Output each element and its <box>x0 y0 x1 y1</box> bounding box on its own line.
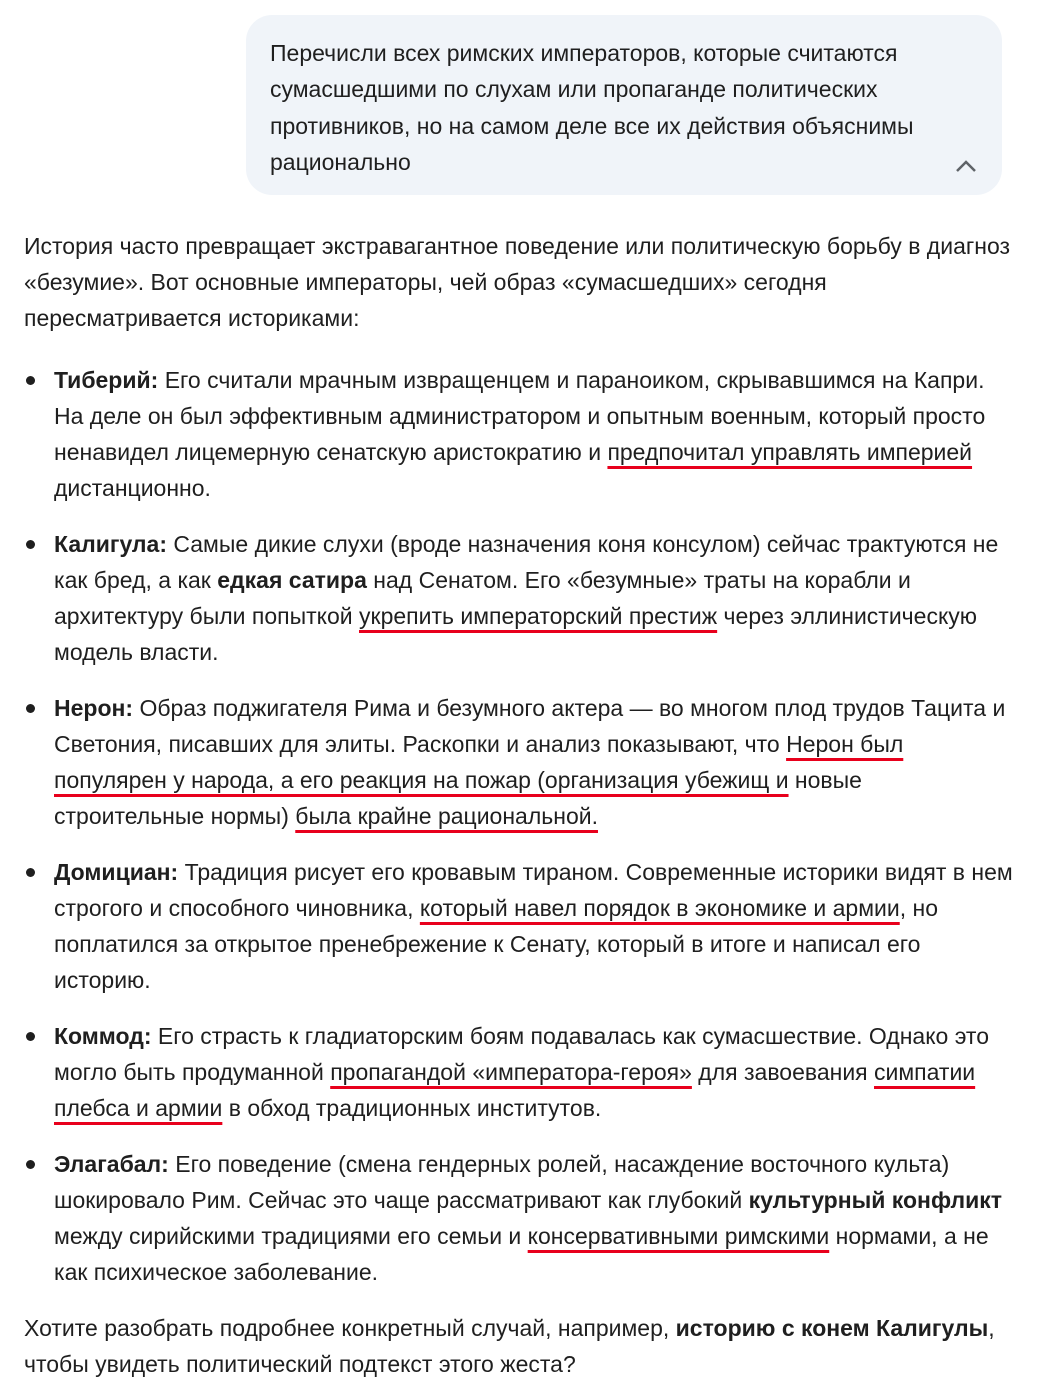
item-text: , но поплатился за открытое пренебрежение к Сенату, который в итоге и написал его историю. <box>54 895 939 993</box>
item-text: Самые дикие слухи (вроде назначения коня консулом) сейчас трактуются не как бред, а как <box>54 531 999 593</box>
chevron-up-icon <box>955 159 977 173</box>
bullet-icon <box>26 540 35 549</box>
item-text: для завоевания <box>691 1059 875 1085</box>
bullet-icon <box>26 1160 35 1169</box>
red-underline-annotation: который навел порядок в экономике и армии <box>419 895 900 921</box>
red-underline-annotation: пропагандой «императора-героя» <box>330 1059 692 1085</box>
user-message-text: Перечисли всех римских императоров, которые считаются сумасшедшими по слухам или пропаганде политических противников, но на самом деле все их действия объяснимы рационально <box>270 40 914 175</box>
item-text: Традиция рисует его кровавым тираном. Современные историки видят в нем строгого и способного чиновника, <box>54 859 1013 921</box>
item-text: дистанционно. <box>54 475 211 501</box>
item-title: Домициан: <box>54 859 179 885</box>
item-text: Его считали мрачным извращенцем и параноиком, скрывавшимся на Капри. На деле он был эффективным администратором и опытным военным, который просто ненавидел лицемерную сенатскую аристократию и <box>54 367 986 465</box>
response-intro: История часто превращает экстравагантное поведение или политическую борьбу в диагноз «безумие». Вот основные императоры, чей образ «сумасшедших» сегодня пересматривается историками: <box>24 233 1011 331</box>
item-text: Образ поджигателя Рима и безумного актера — во многом плод трудов Тацита и Светония, писавших для элиты. Раскопки и анализ показывают, что <box>54 695 1006 757</box>
red-underline-annotation: предпочитал управлять империей <box>607 439 973 465</box>
bullet-icon <box>26 704 35 713</box>
model-response <box>24 228 1014 1382</box>
item-text: новые строительные нормы) <box>54 767 862 829</box>
item-title: Элагабал: <box>54 1151 169 1177</box>
outro-text: Хотите разобрать подробнее конкретный случай, например, <box>24 1315 676 1341</box>
red-underline-annotation: Нерон был популярен у народа, а его реакция на пожар (организация убежищ и <box>54 731 904 793</box>
collapse-button[interactable] <box>952 155 980 177</box>
response-outro <box>24 1310 1014 1382</box>
red-underline-annotation: консервативными римскими <box>527 1223 830 1249</box>
red-underline-annotation: была крайне рациональной. <box>295 803 598 829</box>
bullet-icon <box>26 868 35 877</box>
item-title: Нерон: <box>54 695 134 721</box>
item-text: через эллинистическую модель власти. <box>54 603 978 665</box>
item-text: между сирийскими традициями его семьи и <box>54 1223 528 1249</box>
bullet-icon <box>26 1032 35 1041</box>
item-text: над Сенатом. Его «безумные» траты на корабли и архитектуру были попыткой <box>54 567 911 629</box>
red-underline-annotation: симпатии плебса и армии <box>54 1059 976 1121</box>
list-item-domitian <box>24 854 1014 998</box>
red-underline-annotation: укрепить императорский престиж <box>359 603 718 629</box>
item-emphasis: едкая сатира <box>217 567 367 593</box>
item-text: Его поведение (смена гендерных ролей, насаждение восточного культа) шокировало Рим. Сейчас это чаще рассматривают как глубокий <box>54 1151 950 1213</box>
outro-text: , чтобы увидеть политический подтекст этого жеста? <box>24 1315 995 1377</box>
item-title: Калигула: <box>54 531 167 557</box>
item-title: Тиберий: <box>54 367 159 393</box>
list-item-elagabalus <box>24 1146 1014 1290</box>
emperor-list <box>24 362 1014 1290</box>
item-text: нормами, а не как психическое заболевание. <box>54 1223 989 1285</box>
bullet-icon <box>26 376 35 385</box>
outro-emphasis: историю с конем Калигулы <box>675 1315 989 1341</box>
item-title: Коммод: <box>54 1023 152 1049</box>
list-item-commodus <box>24 1018 1014 1126</box>
user-message-bubble <box>246 15 1002 195</box>
item-emphasis: культурный конфликт <box>748 1187 1003 1213</box>
list-item-caligula <box>24 526 1014 670</box>
item-text: Его страсть к гладиаторским боям подавалась как сумасшествие. Однако это могло быть продуманной <box>54 1023 989 1085</box>
list-item-tiberius <box>24 362 1014 506</box>
item-text: в обход традиционных институтов. <box>222 1095 602 1121</box>
list-item-nero <box>24 690 1014 834</box>
